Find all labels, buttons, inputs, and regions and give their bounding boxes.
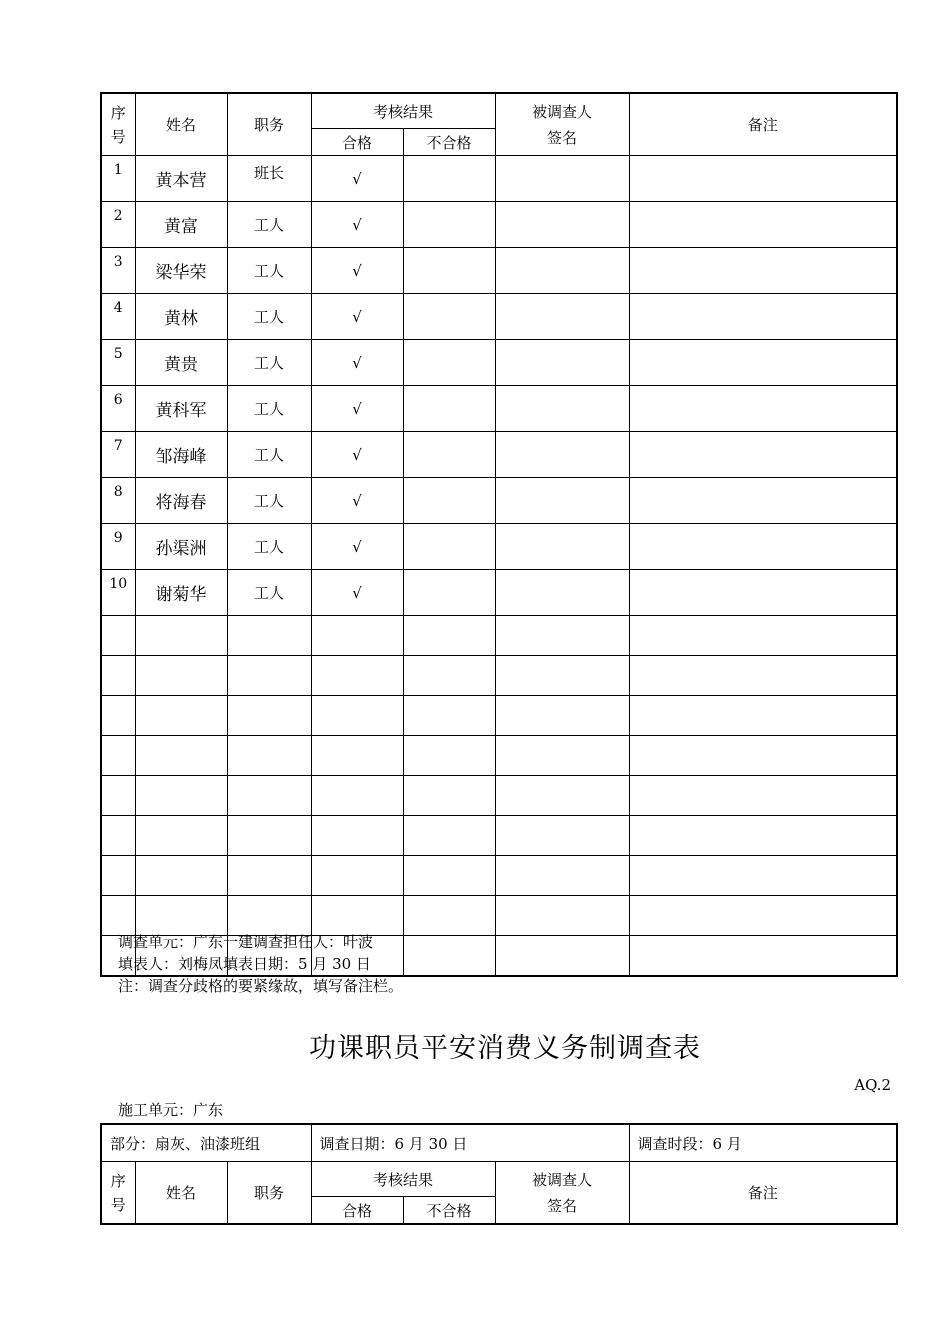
name-cell: 黄富 — [135, 202, 227, 248]
remark-cell — [629, 202, 897, 248]
name-cell — [135, 696, 227, 736]
remark-cell — [629, 896, 897, 936]
name-cell — [135, 816, 227, 856]
signature-cell — [495, 856, 629, 896]
pass-cell: √ — [311, 478, 403, 524]
pass-cell: √ — [311, 248, 403, 294]
pass-cell — [311, 696, 403, 736]
remark-cell — [629, 294, 897, 340]
remark-cell — [629, 340, 897, 386]
remark-cell — [629, 478, 897, 524]
name-cell — [135, 736, 227, 776]
form-code: AQ.2 — [854, 1076, 891, 1094]
sign-header-line2: 签名 — [546, 128, 577, 147]
signature-cell — [495, 696, 629, 736]
signature-cell — [495, 386, 629, 432]
remark-cell — [629, 656, 897, 696]
table-row — [101, 524, 897, 570]
sign-header-line1: 被调查人 — [531, 102, 592, 121]
remark-cell — [629, 248, 897, 294]
name-cell: 孙渠洲 — [135, 524, 227, 570]
seq-cell: 9 — [101, 524, 135, 570]
survey-table — [100, 92, 898, 977]
fail-cell — [403, 776, 495, 816]
seq-cell — [101, 656, 135, 696]
fail-cell — [403, 432, 495, 478]
sign-header-2 — [495, 1162, 629, 1225]
survey-period-cell: 调查时段：6 月 — [629, 1124, 897, 1162]
signature-cell — [495, 936, 629, 977]
pass-cell: √ — [311, 202, 403, 248]
sign-header-2-line2: 签名 — [546, 1196, 577, 1215]
remark-cell — [629, 156, 897, 202]
fail-cell — [403, 856, 495, 896]
name-cell: 梁华荣 — [135, 248, 227, 294]
seq-cell: 3 — [101, 248, 135, 294]
construction-unit: 施工单元：广东 — [118, 1101, 224, 1119]
signature-cell — [495, 156, 629, 202]
signature-cell — [495, 736, 629, 776]
job-cell: 工人 — [227, 570, 311, 616]
fail-cell — [403, 816, 495, 856]
seq-cell — [101, 776, 135, 816]
signature-cell — [495, 340, 629, 386]
table-row-empty — [101, 896, 897, 936]
table-row-empty — [101, 736, 897, 776]
fail-cell — [403, 896, 495, 936]
remark-header-2: 备注 — [629, 1162, 897, 1225]
seq-header: 序 号 — [101, 93, 135, 156]
fail-cell — [403, 386, 495, 432]
table-row — [101, 570, 897, 616]
table-row — [101, 432, 897, 478]
pass-cell: √ — [311, 340, 403, 386]
remark-cell — [629, 386, 897, 432]
fail-cell — [403, 478, 495, 524]
job-cell — [227, 816, 311, 856]
job-cell — [227, 856, 311, 896]
seq-cell: 8 — [101, 478, 135, 524]
pass-header-2: 合格 — [311, 1197, 403, 1225]
table-row — [101, 386, 897, 432]
sign-header — [495, 93, 629, 156]
remark-cell — [629, 936, 897, 977]
remark-header: 备注 — [629, 93, 897, 156]
remark-cell — [629, 736, 897, 776]
pass-cell — [311, 656, 403, 696]
name-cell: 黄科军 — [135, 386, 227, 432]
note-remark: 注：调查分歧格的要紧缘故，填写备注栏。 — [118, 977, 404, 995]
job-cell — [227, 616, 311, 656]
department-cell: 部分：扇灰、油漆班组 — [101, 1124, 311, 1162]
job-cell: 工人 — [227, 294, 311, 340]
fail-cell — [403, 656, 495, 696]
notes — [118, 931, 403, 997]
signature-cell — [495, 478, 629, 524]
table-row-empty — [101, 816, 897, 856]
survey-table-2 — [100, 1123, 898, 1225]
table-row — [101, 340, 897, 386]
form-title: 功课职员平安消费义务制调查表 — [309, 1033, 701, 1064]
signature-cell — [495, 896, 629, 936]
result-header: 考核结果 — [311, 93, 495, 129]
signature-cell — [495, 248, 629, 294]
table-row-empty — [101, 616, 897, 656]
seq-cell: 6 — [101, 386, 135, 432]
job-cell: 班长 — [227, 156, 311, 202]
fail-cell — [403, 248, 495, 294]
name-cell — [135, 896, 227, 936]
pass-cell: √ — [311, 432, 403, 478]
remark-cell — [629, 524, 897, 570]
job-cell — [227, 896, 311, 936]
name-cell — [135, 656, 227, 696]
fail-cell — [403, 340, 495, 386]
signature-cell — [495, 202, 629, 248]
result-header-2: 考核结果 — [311, 1162, 495, 1197]
table-row — [101, 248, 897, 294]
job-cell — [227, 696, 311, 736]
seq-cell — [101, 896, 135, 936]
job-cell — [227, 776, 311, 816]
seq-cell — [101, 816, 135, 856]
name-cell: 将海春 — [135, 478, 227, 524]
name-cell: 黄林 — [135, 294, 227, 340]
seq-cell — [101, 696, 135, 736]
pass-cell — [311, 856, 403, 896]
seq-cell: 7 — [101, 432, 135, 478]
job-cell: 工人 — [227, 248, 311, 294]
seq-cell: 2 — [101, 202, 135, 248]
name-cell — [135, 616, 227, 656]
signature-cell — [495, 616, 629, 656]
job-cell: 工人 — [227, 432, 311, 478]
job-cell — [227, 736, 311, 776]
fail-cell — [403, 696, 495, 736]
pass-cell: √ — [311, 570, 403, 616]
fail-cell — [403, 524, 495, 570]
fail-cell — [403, 936, 495, 977]
note-survey-unit: 调查单元：广东一建调查担任人：叶波 — [118, 933, 374, 951]
fail-header: 不合格 — [403, 129, 495, 156]
name-cell: 邹海峰 — [135, 432, 227, 478]
name-cell: 黄本营 — [135, 156, 227, 202]
table-row — [101, 202, 897, 248]
pass-cell: √ — [311, 294, 403, 340]
pass-cell — [311, 816, 403, 856]
table-row-empty — [101, 696, 897, 736]
fail-header-2: 不合格 — [403, 1197, 495, 1225]
pass-cell: √ — [311, 386, 403, 432]
signature-cell — [495, 294, 629, 340]
table-row-empty — [101, 856, 897, 896]
fail-cell — [403, 570, 495, 616]
pass-cell — [311, 616, 403, 656]
table-row — [101, 156, 897, 202]
remark-cell — [629, 570, 897, 616]
name-cell — [135, 856, 227, 896]
job-cell: 工人 — [227, 524, 311, 570]
seq-cell: 4 — [101, 294, 135, 340]
pass-header: 合格 — [311, 129, 403, 156]
name-header-2: 姓名 — [135, 1162, 227, 1225]
pass-cell: √ — [311, 524, 403, 570]
table-row — [101, 294, 897, 340]
job-cell: 工人 — [227, 478, 311, 524]
seq-cell — [101, 856, 135, 896]
signature-cell — [495, 570, 629, 616]
fail-cell — [403, 736, 495, 776]
signature-cell — [495, 776, 629, 816]
remark-cell — [629, 816, 897, 856]
signature-cell — [495, 524, 629, 570]
table-row — [101, 478, 897, 524]
job-header-2: 职务 — [227, 1162, 311, 1225]
remark-cell — [629, 616, 897, 656]
note-filler: 填表人：刘梅凤填表日期：5 月 30 日 — [118, 955, 371, 973]
job-cell: 工人 — [227, 386, 311, 432]
name-header: 姓名 — [135, 93, 227, 156]
pass-cell — [311, 776, 403, 816]
fail-cell — [403, 294, 495, 340]
seq-cell — [101, 616, 135, 656]
remark-cell — [629, 432, 897, 478]
pass-cell: √ — [311, 156, 403, 202]
job-cell — [227, 656, 311, 696]
seq-cell: 1 — [101, 156, 135, 202]
sign-header-2-line1: 被调查人 — [531, 1170, 592, 1189]
fail-cell — [403, 616, 495, 656]
survey-date-cell: 调查日期：6 月 30 日 — [311, 1124, 629, 1162]
name-cell: 谢菊华 — [135, 570, 227, 616]
remark-cell — [629, 696, 897, 736]
table-row-empty — [101, 776, 897, 816]
job-header: 职务 — [227, 93, 311, 156]
remark-cell — [629, 856, 897, 896]
seq-header-2: 序 号 — [101, 1162, 135, 1225]
seq-cell: 5 — [101, 340, 135, 386]
table-row-empty — [101, 656, 897, 696]
signature-cell — [495, 432, 629, 478]
job-cell: 工人 — [227, 202, 311, 248]
pass-cell — [311, 896, 403, 936]
remark-cell — [629, 776, 897, 816]
signature-cell — [495, 816, 629, 856]
fail-cell — [403, 156, 495, 202]
pass-cell — [311, 736, 403, 776]
fail-cell — [403, 202, 495, 248]
name-cell — [135, 776, 227, 816]
signature-cell — [495, 656, 629, 696]
seq-cell — [101, 736, 135, 776]
seq-cell: 10 — [101, 570, 135, 616]
name-cell: 黄贵 — [135, 340, 227, 386]
job-cell: 工人 — [227, 340, 311, 386]
